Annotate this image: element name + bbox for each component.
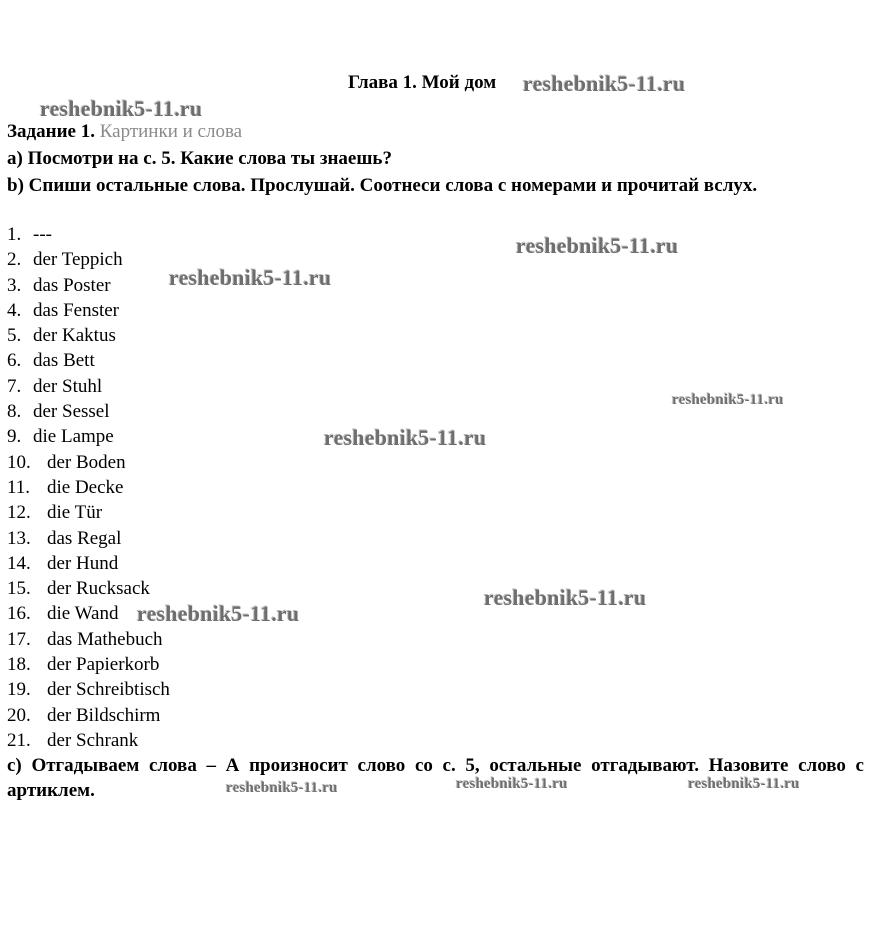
list-item-number: 19. [7,679,31,701]
word-list [7,222,170,753]
task-heading [7,119,864,144]
watermark: reshebnik5-11.ru [456,776,568,792]
list-item-word: der Stuhl [33,375,103,397]
list-item-word: --- [33,224,52,245]
list-item [7,703,170,728]
list-item [7,475,170,500]
list-item-word: der Schreibtisch [47,679,170,701]
watermark: reshebnik5-11.ru [672,392,784,408]
list-item-number: 4. [7,299,22,321]
list-item-word: das Mathebuch [47,628,163,650]
list-item-number: 10. [7,451,31,473]
list-item [7,247,170,272]
list-item-number: 13. [7,527,31,549]
list-item-word: der Hund [47,552,119,574]
list-item-number: 1. [7,224,22,245]
list-item-number: 18. [7,654,31,676]
list-item-number: 16. [7,603,31,625]
list-item [7,526,170,551]
list-item [7,652,170,677]
list-item-word: der Sessel [33,401,110,423]
list-item [7,450,170,475]
list-item-word: das Bett [33,350,95,372]
list-item [7,677,170,702]
watermark: reshebnik5-11.ru [523,71,686,96]
list-item [7,627,170,652]
list-item-word: der Boden [47,451,126,473]
list-item [7,323,170,348]
list-item-number: 9. [7,426,22,448]
list-item-word: der Kaktus [33,325,116,347]
part-b-text: b) Спиши остальные слова. Прослушай. Соотнеси слова с номерами и прочитай вслух. [7,175,758,196]
list-item-word: der Schrank [47,729,139,751]
watermark: reshebnik5-11.ru [169,265,332,290]
list-item-word: die Decke [47,476,124,498]
list-item-number: 17. [7,628,31,650]
list-item-number: 14. [7,552,31,574]
list-item-number: 7. [7,375,22,397]
list-item-number: 6. [7,350,22,372]
list-item-word: die Tür [47,502,103,524]
watermark: reshebnik5-11.ru [137,601,300,626]
watermark: reshebnik5-11.ru [226,780,338,796]
list-item [7,551,170,576]
list-item-word: der Rucksack [47,578,150,600]
list-item-word: das Poster [33,274,111,296]
list-item [7,399,170,424]
list-item-word: der Papierkorb [47,654,160,676]
list-item-number: 12. [7,502,31,524]
list-item-word: das Regal [47,527,122,549]
list-item [7,222,170,247]
list-item-number: 5. [7,325,22,347]
list-item-word: das Fenster [33,299,120,321]
task-name: Картинки и слова [99,121,243,142]
part-a-text: а) Посмотри на с. 5. Какие слова ты знаешь? [7,148,392,169]
list-item-number: 15. [7,578,31,600]
list-item-word: der Teppich [33,249,123,271]
list-item-number: 3. [7,274,22,296]
list-item-number: 20. [7,704,31,726]
watermark: reshebnik5-11.ru [688,776,800,792]
watermark: reshebnik5-11.ru [40,96,203,121]
list-item-number: 2. [7,249,22,271]
list-item [7,348,170,373]
list-item [7,576,170,601]
list-item-number: 8. [7,401,22,423]
chapter-title: Глава 1. Мой дом [348,72,497,93]
part-c-text: c) Отгадываем слова – А произносит слово со с. 5, остальные отгадывают. Назовите слово с артиклем. [7,755,864,801]
list-item [7,298,170,323]
list-item-word: die Wand [47,603,119,625]
watermark: reshebnik5-11.ru [324,425,487,450]
task-label: Задание 1. [7,121,95,142]
list-item-word: der Bildschirm [47,704,161,726]
list-item-word: die Lampe [33,426,114,448]
list-item [7,273,170,298]
list-item [7,728,170,753]
watermark: reshebnik5-11.ru [516,233,679,258]
list-item [7,424,170,449]
list-item-number: 21. [7,729,31,751]
list-item [7,500,170,525]
list-item-number: 11. [7,476,31,498]
watermark: reshebnik5-11.ru [484,585,647,610]
list-item [7,374,170,399]
